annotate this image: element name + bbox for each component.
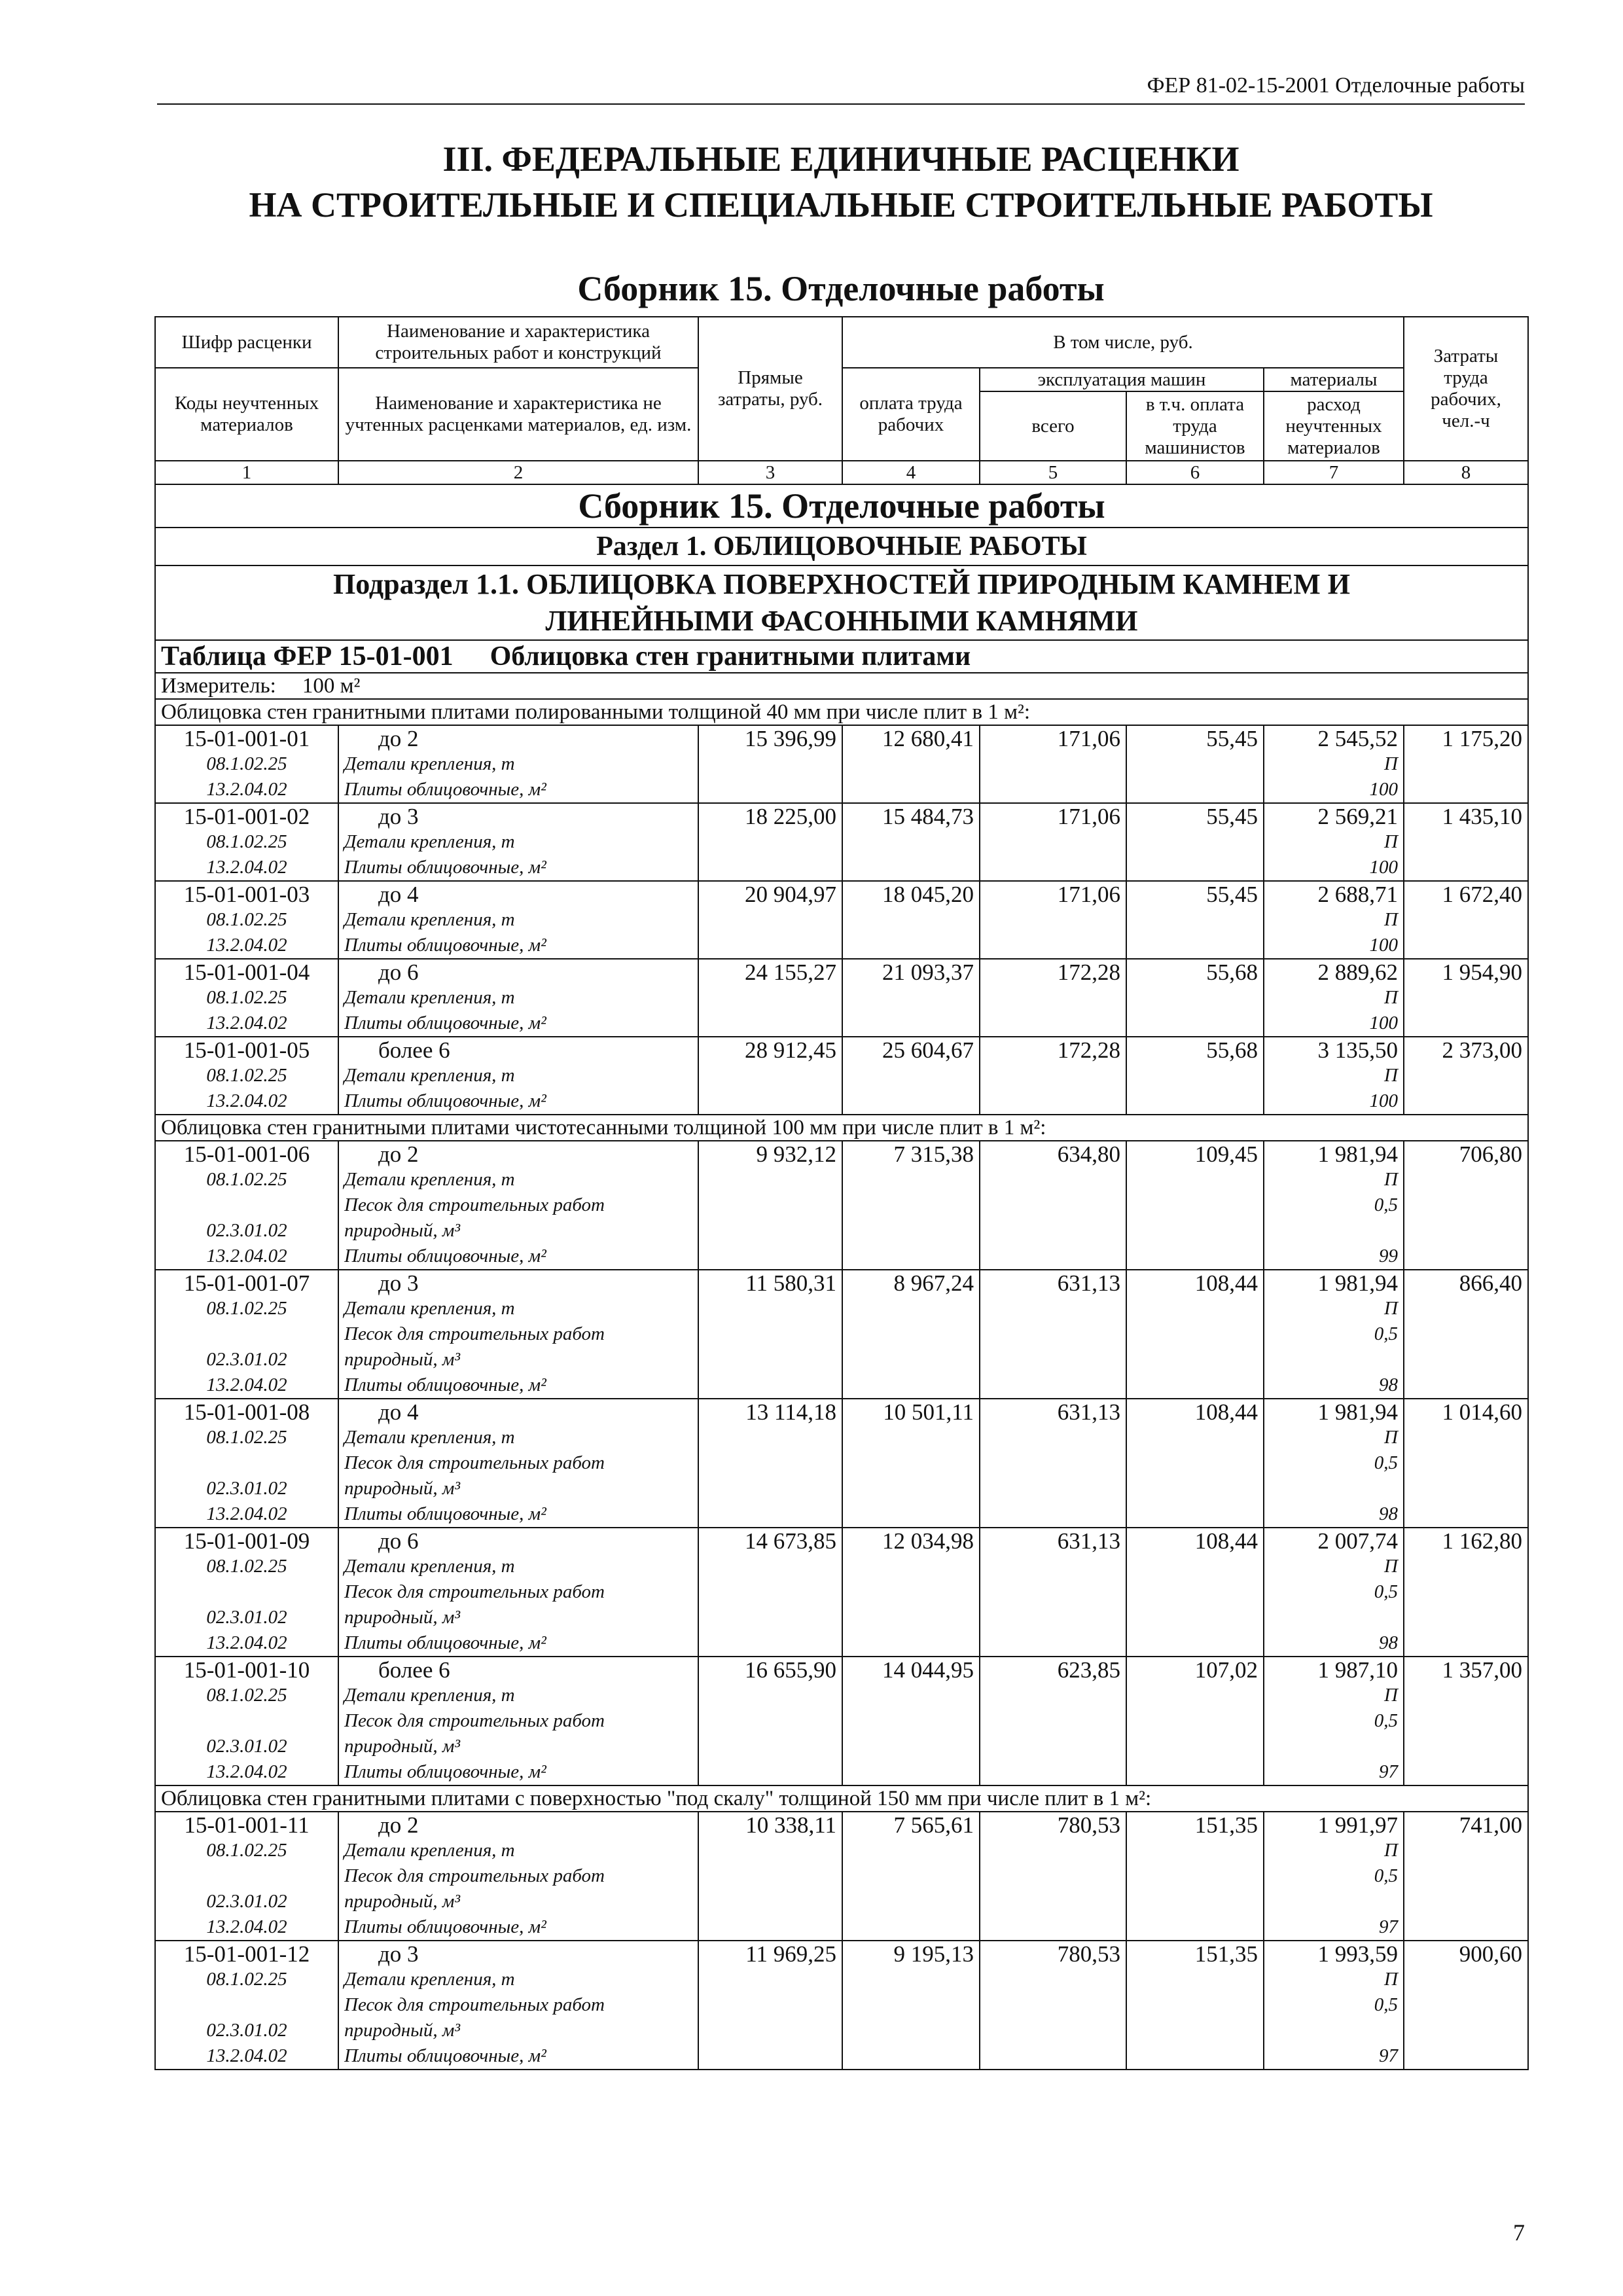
rate-row bbox=[155, 881, 1528, 959]
value-machinists: 108,44 bbox=[1126, 1399, 1264, 1528]
material-code: 13.2.04.02 bbox=[206, 1632, 287, 1653]
rate-code-cell bbox=[155, 1528, 338, 1657]
value-machinists: 109,45 bbox=[1126, 1141, 1264, 1270]
material-name: Плиты облицовочные, м² bbox=[344, 857, 546, 878]
column-number: 3 bbox=[698, 461, 842, 484]
table-heading bbox=[155, 640, 1528, 673]
material-name: Детали крепления, т bbox=[344, 987, 515, 1008]
material-code: 02.3.01.02 bbox=[206, 1891, 287, 1912]
value-materials: 2 545,52 bbox=[1317, 726, 1398, 751]
value-labor: 1 162,80 bbox=[1404, 1528, 1528, 1657]
rate-name-cell bbox=[338, 1812, 698, 1941]
material-qty: 97 bbox=[1379, 1916, 1398, 1937]
value-labor-pay: 25 604,67 bbox=[842, 1037, 980, 1115]
material-name-cont: природный, м³ bbox=[344, 1891, 461, 1912]
value-materials: 1 981,94 bbox=[1317, 1399, 1398, 1425]
rate-code: 15-01-001-05 bbox=[183, 1037, 310, 1063]
value-labor-pay: 7 315,38 bbox=[842, 1141, 980, 1270]
part-title-line-1: III. ФЕДЕРАЛЬНЫЕ ЕДИНИЧНЫЕ РАСЦЕНКИ bbox=[442, 139, 1240, 179]
material-code: 02.3.01.02 bbox=[206, 1349, 287, 1370]
material-qty: 99 bbox=[1379, 1246, 1398, 1266]
material-qty: 0,5 bbox=[1374, 1581, 1398, 1602]
material-name: Детали крепления, т bbox=[344, 1427, 515, 1448]
value-direct: 18 225,00 bbox=[698, 803, 842, 881]
rate-name: до 2 bbox=[378, 1812, 419, 1838]
material-code: 08.1.02.25 bbox=[206, 1065, 287, 1086]
rate-code-cell bbox=[155, 1812, 338, 1941]
page-number: 7 bbox=[1513, 2219, 1525, 2246]
rate-name-cell bbox=[338, 881, 698, 959]
material-name: Детали крепления, т bbox=[344, 1840, 515, 1861]
value-materials: 2 889,62 bbox=[1317, 960, 1398, 985]
section-heading: Раздел 1. ОБЛИЦОВОЧНЫЕ РАБОТЫ bbox=[155, 528, 1528, 565]
value-direct: 11 580,31 bbox=[698, 1270, 842, 1399]
rates-table bbox=[154, 316, 1529, 2070]
value-machines: 631,13 bbox=[980, 1270, 1126, 1399]
value-direct: 15 396,99 bbox=[698, 725, 842, 803]
value-machinists: 55,68 bbox=[1126, 959, 1264, 1037]
material-qty: 0,5 bbox=[1374, 1994, 1398, 2015]
header-materials: материалы bbox=[1264, 368, 1404, 391]
material-name: Детали крепления, т bbox=[344, 753, 515, 774]
material-name: Детали крепления, т bbox=[344, 1685, 515, 1706]
material-name: Детали крепления, т bbox=[344, 1169, 515, 1190]
materials-cell bbox=[1264, 1399, 1404, 1528]
materials-cell bbox=[1264, 1270, 1404, 1399]
material-qty: П bbox=[1384, 1169, 1398, 1190]
value-materials: 2 688,71 bbox=[1317, 882, 1398, 907]
value-direct: 14 673,85 bbox=[698, 1528, 842, 1657]
rate-code: 15-01-001-04 bbox=[183, 960, 310, 985]
value-labor-pay: 9 195,13 bbox=[842, 1941, 980, 2070]
rate-row bbox=[155, 1037, 1528, 1115]
material-name: Плиты облицовочные, м² bbox=[344, 1916, 546, 1937]
rate-code: 15-01-001-08 bbox=[183, 1399, 310, 1425]
rate-code-cell bbox=[155, 1941, 338, 2070]
material-name: Песок для строительных работ bbox=[344, 1323, 605, 1344]
running-header: ФЕР 81-02-15-2001 Отделочные работы bbox=[157, 73, 1525, 105]
rate-name-cell bbox=[338, 1657, 698, 1785]
header-name: Наименование и характеристика строительных работ и конструкций bbox=[338, 317, 698, 368]
material-qty: П bbox=[1384, 1298, 1398, 1319]
rate-code-cell bbox=[155, 1399, 338, 1528]
material-name: Плиты облицовочные, м² bbox=[344, 1090, 546, 1111]
rate-code: 15-01-001-01 bbox=[183, 726, 310, 751]
rate-row bbox=[155, 959, 1528, 1037]
rate-row bbox=[155, 803, 1528, 881]
rate-code-cell bbox=[155, 1037, 338, 1115]
value-labor: 1 954,90 bbox=[1404, 959, 1528, 1037]
rate-row bbox=[155, 1812, 1528, 1941]
material-qty: 100 bbox=[1369, 935, 1398, 956]
value-labor: 1 175,20 bbox=[1404, 725, 1528, 803]
material-code: 02.3.01.02 bbox=[206, 1607, 287, 1628]
value-machines: 631,13 bbox=[980, 1528, 1126, 1657]
header-code-materials: Коды неучтенных материалов bbox=[155, 368, 338, 461]
material-code: 13.2.04.02 bbox=[206, 1374, 287, 1395]
rate-name: до 6 bbox=[378, 960, 419, 985]
material-name-cont: природный, м³ bbox=[344, 1478, 461, 1499]
part-title-line-2: НА СТРОИТЕЛЬНЫЕ И СПЕЦИАЛЬНЫЕ СТРОИТЕЛЬНЫЕ РАБОТЫ bbox=[249, 185, 1433, 224]
value-materials: 1 981,94 bbox=[1317, 1141, 1398, 1167]
rate-code: 15-01-001-12 bbox=[183, 1941, 310, 1967]
value-labor-pay: 8 967,24 bbox=[842, 1270, 980, 1399]
material-name: Детали крепления, т bbox=[344, 831, 515, 852]
rate-name-cell bbox=[338, 1399, 698, 1528]
rate-name: более 6 bbox=[378, 1037, 450, 1063]
value-machines: 171,06 bbox=[980, 803, 1126, 881]
value-labor: 2 373,00 bbox=[1404, 1037, 1528, 1115]
value-direct: 24 155,27 bbox=[698, 959, 842, 1037]
value-labor-pay: 18 045,20 bbox=[842, 881, 980, 959]
value-machines: 172,28 bbox=[980, 1037, 1126, 1115]
value-direct: 10 338,11 bbox=[698, 1812, 842, 1941]
value-direct: 11 969,25 bbox=[698, 1941, 842, 2070]
rate-name-cell bbox=[338, 1037, 698, 1115]
value-labor-pay: 21 093,37 bbox=[842, 959, 980, 1037]
value-machines: 171,06 bbox=[980, 725, 1126, 803]
value-labor-pay: 10 501,11 bbox=[842, 1399, 980, 1528]
material-code: 02.3.01.02 bbox=[206, 1736, 287, 1757]
material-qty: 98 bbox=[1379, 1632, 1398, 1653]
group-title: Облицовка стен гранитными плитами полированными толщиной 40 мм при числе плит в 1 м²: bbox=[155, 699, 1528, 725]
value-materials: 1 993,59 bbox=[1317, 1941, 1398, 1967]
material-qty: П bbox=[1384, 1427, 1398, 1448]
rate-code: 15-01-001-11 bbox=[184, 1812, 310, 1838]
rate-name: до 3 bbox=[378, 1270, 419, 1296]
rate-code: 15-01-001-10 bbox=[183, 1657, 310, 1683]
rate-name: до 6 bbox=[378, 1528, 419, 1554]
material-name: Песок для строительных работ bbox=[344, 1581, 605, 1602]
material-name: Плиты облицовочные, м² bbox=[344, 935, 546, 956]
material-code: 08.1.02.25 bbox=[206, 909, 287, 930]
material-code: 13.2.04.02 bbox=[206, 1761, 287, 1782]
header-including: В том числе, руб. bbox=[842, 317, 1404, 368]
value-machinists: 151,35 bbox=[1126, 1941, 1264, 2070]
value-machines: 780,53 bbox=[980, 1941, 1126, 2070]
subsection-heading-line-1: Подраздел 1.1. ОБЛИЦОВКА ПОВЕРХНОСТЕЙ ПРИРОДНЫМ КАМНЕМ И bbox=[332, 568, 1351, 600]
material-name: Плиты облицовочные, м² bbox=[344, 1503, 546, 1524]
value-machines: 634,80 bbox=[980, 1141, 1126, 1270]
material-qty: 98 bbox=[1379, 1374, 1398, 1395]
column-number: 2 bbox=[338, 461, 698, 484]
material-qty: 100 bbox=[1369, 779, 1398, 800]
table-title: Облицовка стен гранитными плитами bbox=[490, 641, 971, 672]
material-qty: П bbox=[1384, 1556, 1398, 1577]
value-labor: 900,60 bbox=[1404, 1941, 1528, 2070]
collection-heading: Сборник 15. Отделочные работы bbox=[155, 484, 1528, 528]
value-direct: 9 932,12 bbox=[698, 1141, 842, 1270]
material-code: 08.1.02.25 bbox=[206, 1556, 287, 1577]
rate-code: 15-01-001-02 bbox=[183, 804, 310, 829]
value-labor-pay: 12 680,41 bbox=[842, 725, 980, 803]
value-materials: 1 991,97 bbox=[1317, 1812, 1398, 1838]
rate-code-cell bbox=[155, 1657, 338, 1785]
value-direct: 13 114,18 bbox=[698, 1399, 842, 1528]
group-title: Облицовка стен гранитными плитами с поверхностью "под скалу" толщиной 150 мм при числе плит в 1 м²: bbox=[155, 1785, 1528, 1812]
rate-row bbox=[155, 1141, 1528, 1270]
material-qty: П bbox=[1384, 1685, 1398, 1706]
value-labor: 1 014,60 bbox=[1404, 1399, 1528, 1528]
material-qty: П bbox=[1384, 909, 1398, 930]
rate-name: до 2 bbox=[378, 726, 419, 751]
header-labor-cost: Затраты труда рабочих, чел.-ч bbox=[1404, 317, 1528, 461]
table-code: Таблица ФЕР 15-01-001 bbox=[161, 641, 454, 672]
material-code: 08.1.02.25 bbox=[206, 1298, 287, 1319]
header-machinists-pay: в т.ч. оплата труда машинистов bbox=[1126, 391, 1264, 461]
column-number: 5 bbox=[980, 461, 1126, 484]
meter-row bbox=[155, 673, 1528, 699]
meter-label: Измеритель: bbox=[161, 674, 276, 698]
material-name: Детали крепления, т bbox=[344, 909, 515, 930]
material-qty: 97 bbox=[1379, 1761, 1398, 1782]
subsection-heading-line-2: ЛИНЕЙНЫМИ ФАСОННЫМИ КАМНЯМИ bbox=[545, 605, 1138, 637]
material-code: 13.2.04.02 bbox=[206, 935, 287, 956]
material-code: 13.2.04.02 bbox=[206, 1013, 287, 1033]
material-name: Плиты облицовочные, м² bbox=[344, 1761, 546, 1782]
material-code: 08.1.02.25 bbox=[206, 1840, 287, 1861]
header-name-materials: Наименование и характеристика не учтенных расценками материалов, ед. изм. bbox=[338, 368, 698, 461]
rate-row bbox=[155, 725, 1528, 803]
materials-cell bbox=[1264, 1528, 1404, 1657]
meter-value: 100 м² bbox=[302, 674, 361, 698]
rate-name-cell bbox=[338, 803, 698, 881]
materials-cell bbox=[1264, 803, 1404, 881]
rate-name: более 6 bbox=[378, 1657, 450, 1683]
column-number: 6 bbox=[1126, 461, 1264, 484]
rate-name: до 4 bbox=[378, 1399, 419, 1425]
materials-cell bbox=[1264, 881, 1404, 959]
value-machines: 631,13 bbox=[980, 1399, 1126, 1528]
rate-name-cell bbox=[338, 725, 698, 803]
material-name-cont: природный, м³ bbox=[344, 1607, 461, 1628]
rate-name-cell bbox=[338, 1141, 698, 1270]
value-labor-pay: 14 044,95 bbox=[842, 1657, 980, 1785]
value-direct: 16 655,90 bbox=[698, 1657, 842, 1785]
group-title: Облицовка стен гранитными плитами чистотесанными толщиной 100 мм при числе плит в 1 м²: bbox=[155, 1115, 1528, 1141]
value-machinists: 55,45 bbox=[1126, 725, 1264, 803]
material-name: Плиты облицовочные, м² bbox=[344, 1374, 546, 1395]
value-machinists: 55,45 bbox=[1126, 803, 1264, 881]
material-code: 08.1.02.25 bbox=[206, 753, 287, 774]
material-code: 08.1.02.25 bbox=[206, 987, 287, 1008]
header-labor-pay: оплата труда рабочих bbox=[842, 368, 980, 461]
value-machinists: 55,68 bbox=[1126, 1037, 1264, 1115]
rate-row bbox=[155, 1941, 1528, 2070]
value-machinists: 108,44 bbox=[1126, 1528, 1264, 1657]
material-name: Плиты облицовочные, м² bbox=[344, 1632, 546, 1653]
value-materials: 1 987,10 bbox=[1317, 1657, 1398, 1683]
material-code: 13.2.04.02 bbox=[206, 1090, 287, 1111]
material-code: 02.3.01.02 bbox=[206, 1220, 287, 1241]
column-number: 7 bbox=[1264, 461, 1404, 484]
material-name: Плиты облицовочные, м² bbox=[344, 779, 546, 800]
material-name-cont: природный, м³ bbox=[344, 1349, 461, 1370]
materials-cell bbox=[1264, 1812, 1404, 1941]
material-qty: П bbox=[1384, 987, 1398, 1008]
material-code: 08.1.02.25 bbox=[206, 1969, 287, 1990]
material-code: 13.2.04.02 bbox=[206, 1916, 287, 1937]
value-labor: 1 672,40 bbox=[1404, 881, 1528, 959]
rate-name-cell bbox=[338, 1270, 698, 1399]
materials-cell bbox=[1264, 1141, 1404, 1270]
rate-code-cell bbox=[155, 881, 338, 959]
value-labor: 1 435,10 bbox=[1404, 803, 1528, 881]
value-materials: 2 569,21 bbox=[1317, 804, 1398, 829]
column-number: 4 bbox=[842, 461, 980, 484]
material-name: Детали крепления, т bbox=[344, 1969, 515, 1990]
rate-name-cell bbox=[338, 1528, 698, 1657]
material-qty: 100 bbox=[1369, 857, 1398, 878]
material-name: Детали крепления, т bbox=[344, 1298, 515, 1319]
material-code: 08.1.02.25 bbox=[206, 1169, 287, 1190]
value-labor: 741,00 bbox=[1404, 1812, 1528, 1941]
value-materials: 1 981,94 bbox=[1317, 1270, 1398, 1296]
header-machines: эксплуатация машин bbox=[980, 368, 1264, 391]
rate-name: до 2 bbox=[378, 1141, 419, 1167]
value-direct: 28 912,45 bbox=[698, 1037, 842, 1115]
rate-code: 15-01-001-06 bbox=[183, 1141, 310, 1167]
rate-name-cell bbox=[338, 959, 698, 1037]
material-name-cont: природный, м³ bbox=[344, 2020, 461, 2041]
materials-cell bbox=[1264, 725, 1404, 803]
materials-cell bbox=[1264, 1941, 1404, 2070]
materials-cell bbox=[1264, 1657, 1404, 1785]
material-qty: П bbox=[1384, 1065, 1398, 1086]
rate-name: до 3 bbox=[378, 1941, 419, 1967]
rate-code-cell bbox=[155, 725, 338, 803]
material-qty: 0,5 bbox=[1374, 1865, 1398, 1886]
rate-code: 15-01-001-03 bbox=[183, 882, 310, 907]
rate-row bbox=[155, 1657, 1528, 1785]
material-code: 02.3.01.02 bbox=[206, 2020, 287, 2041]
material-code: 02.3.01.02 bbox=[206, 1478, 287, 1499]
value-materials: 2 007,74 bbox=[1317, 1528, 1398, 1554]
rate-row bbox=[155, 1399, 1528, 1528]
material-qty: 0,5 bbox=[1374, 1194, 1398, 1215]
material-name: Детали крепления, т bbox=[344, 1556, 515, 1577]
material-qty: 100 bbox=[1369, 1013, 1398, 1033]
value-machinists: 55,45 bbox=[1126, 881, 1264, 959]
value-direct: 20 904,97 bbox=[698, 881, 842, 959]
value-machines: 623,85 bbox=[980, 1657, 1126, 1785]
column-number: 8 bbox=[1404, 461, 1528, 484]
materials-cell bbox=[1264, 959, 1404, 1037]
material-code: 08.1.02.25 bbox=[206, 1427, 287, 1448]
value-labor: 1 357,00 bbox=[1404, 1657, 1528, 1785]
material-qty: П bbox=[1384, 1840, 1398, 1861]
material-qty: 100 bbox=[1369, 1090, 1398, 1111]
value-machinists: 108,44 bbox=[1126, 1270, 1264, 1399]
material-code: 13.2.04.02 bbox=[206, 1503, 287, 1524]
value-materials: 3 135,50 bbox=[1317, 1037, 1398, 1063]
material-name: Плиты облицовочные, м² bbox=[344, 2045, 546, 2066]
material-name-cont: природный, м³ bbox=[344, 1736, 461, 1757]
subsection-heading bbox=[155, 565, 1528, 640]
material-qty: 0,5 bbox=[1374, 1710, 1398, 1731]
rate-code-cell bbox=[155, 1141, 338, 1270]
rate-name: до 3 bbox=[378, 804, 419, 829]
rate-code-cell bbox=[155, 1270, 338, 1399]
value-labor-pay: 15 484,73 bbox=[842, 803, 980, 881]
material-code: 13.2.04.02 bbox=[206, 857, 287, 878]
material-name: Песок для строительных работ bbox=[344, 1452, 605, 1473]
rate-row bbox=[155, 1528, 1528, 1657]
header-machines-total: всего bbox=[980, 391, 1126, 461]
material-name-cont: природный, м³ bbox=[344, 1220, 461, 1241]
value-machinists: 107,02 bbox=[1126, 1657, 1264, 1785]
value-machines: 780,53 bbox=[980, 1812, 1126, 1941]
material-name: Плиты облицовочные, м² bbox=[344, 1013, 546, 1033]
material-code: 08.1.02.25 bbox=[206, 831, 287, 852]
material-name: Песок для строительных работ bbox=[344, 1994, 605, 2015]
material-qty: 0,5 bbox=[1374, 1452, 1398, 1473]
rate-code-cell bbox=[155, 803, 338, 881]
rate-code: 15-01-001-09 bbox=[183, 1528, 310, 1554]
value-machines: 172,28 bbox=[980, 959, 1126, 1037]
collection-title: Сборник 15. Отделочные работы bbox=[577, 269, 1105, 308]
value-labor: 866,40 bbox=[1404, 1270, 1528, 1399]
material-qty: П bbox=[1384, 831, 1398, 852]
value-labor-pay: 12 034,98 bbox=[842, 1528, 980, 1657]
material-qty: 97 bbox=[1379, 2045, 1398, 2066]
header-materials-unaccounted: расход неучтенных материалов bbox=[1264, 391, 1404, 461]
column-number: 1 bbox=[155, 461, 338, 484]
material-name: Песок для строительных работ bbox=[344, 1710, 605, 1731]
value-machinists: 151,35 bbox=[1126, 1812, 1264, 1941]
material-name: Песок для строительных работ bbox=[344, 1865, 605, 1886]
material-name: Песок для строительных работ bbox=[344, 1194, 605, 1215]
materials-cell bbox=[1264, 1037, 1404, 1115]
material-name: Плиты облицовочные, м² bbox=[344, 1246, 546, 1266]
material-qty: 98 bbox=[1379, 1503, 1398, 1524]
material-code: 08.1.02.25 bbox=[206, 1685, 287, 1706]
header-direct: Прямые затраты, руб. bbox=[698, 317, 842, 461]
material-name: Детали крепления, т bbox=[344, 1065, 515, 1086]
value-labor: 706,80 bbox=[1404, 1141, 1528, 1270]
material-qty: 0,5 bbox=[1374, 1323, 1398, 1344]
material-qty: П bbox=[1384, 753, 1398, 774]
value-labor-pay: 7 565,61 bbox=[842, 1812, 980, 1941]
rate-name: до 4 bbox=[378, 882, 419, 907]
material-code: 13.2.04.02 bbox=[206, 779, 287, 800]
rate-code: 15-01-001-07 bbox=[183, 1270, 310, 1296]
value-machines: 171,06 bbox=[980, 881, 1126, 959]
material-code: 13.2.04.02 bbox=[206, 1246, 287, 1266]
material-qty: П bbox=[1384, 1969, 1398, 1990]
rate-code-cell bbox=[155, 959, 338, 1037]
material-code: 13.2.04.02 bbox=[206, 2045, 287, 2066]
header-code: Шифр расценки bbox=[155, 317, 338, 368]
rate-name-cell bbox=[338, 1941, 698, 2070]
rate-row bbox=[155, 1270, 1528, 1399]
